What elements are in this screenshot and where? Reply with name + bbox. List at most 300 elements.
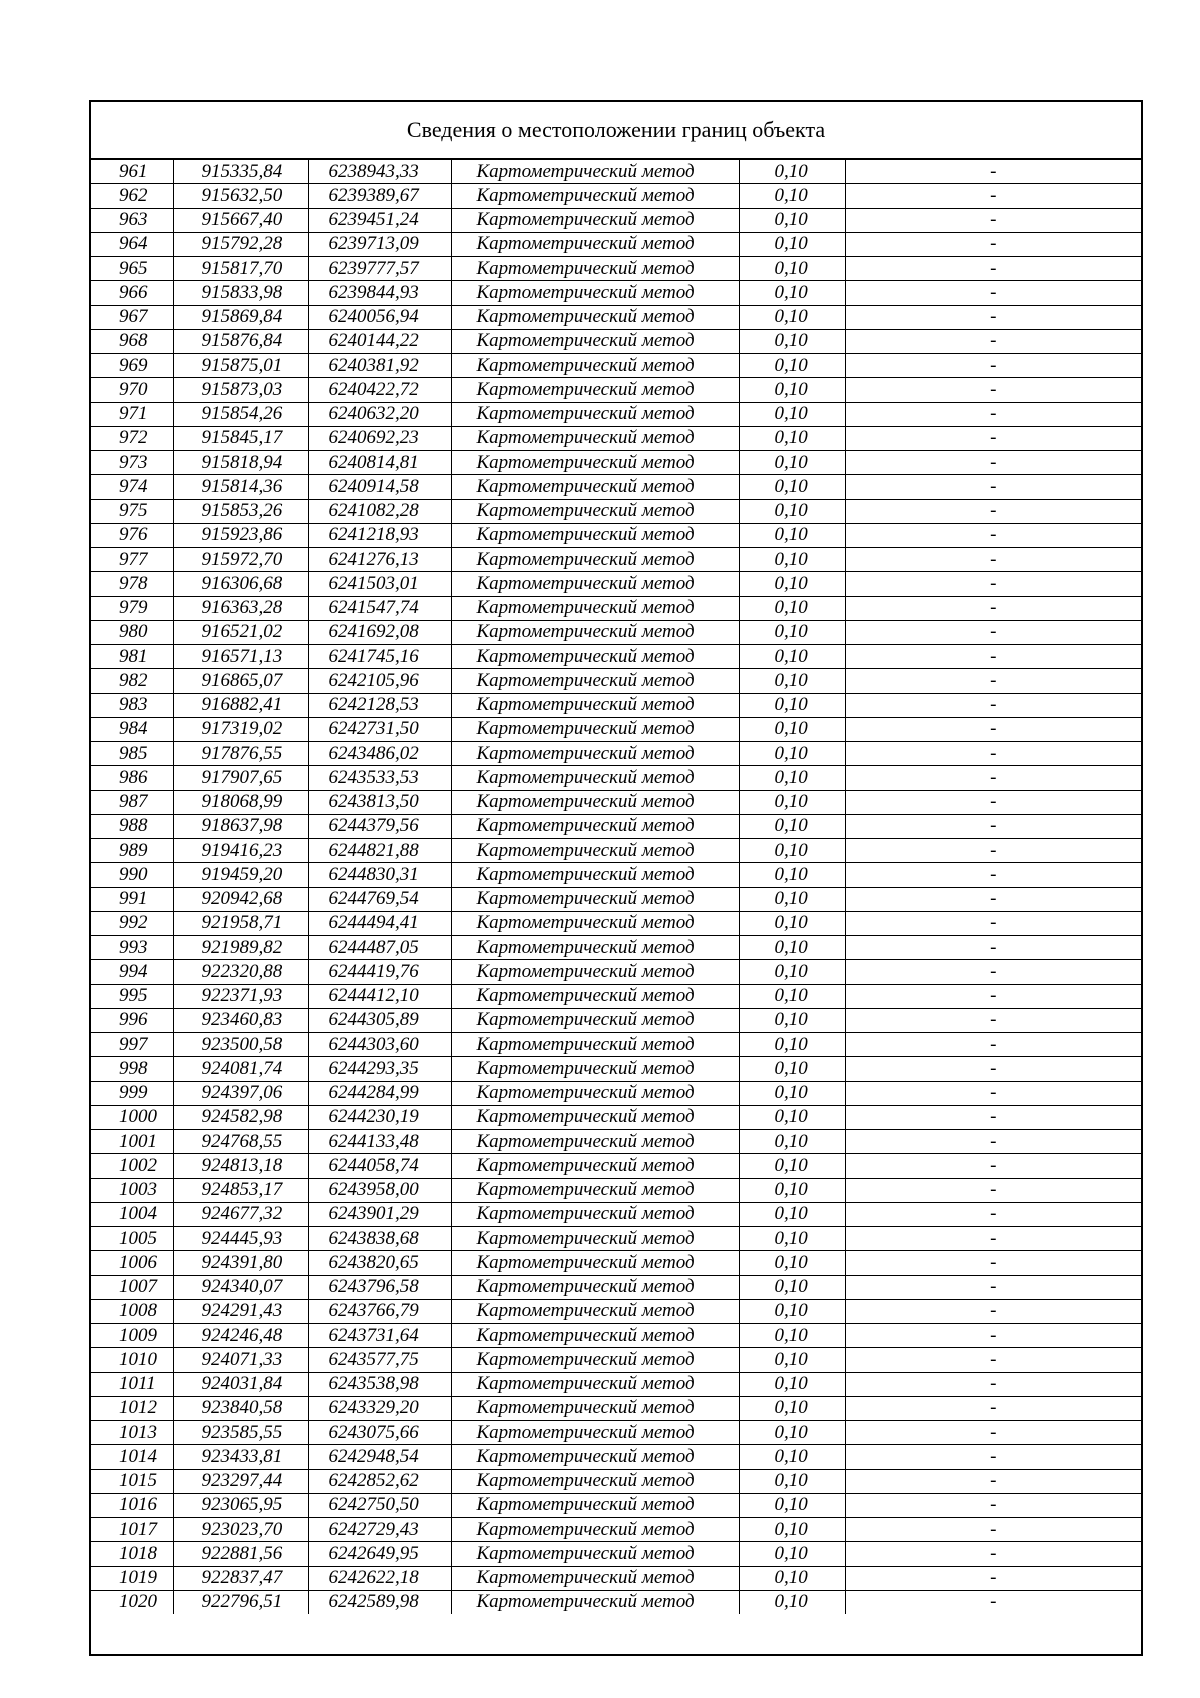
x-coordinate-cell: 916363,28	[173, 596, 308, 620]
description-cell: -	[845, 814, 1141, 838]
x-coordinate-cell: 915876,84	[173, 329, 308, 353]
point-number-cell: 1002	[91, 1154, 173, 1178]
point-number-cell: 981	[91, 645, 173, 669]
point-number-cell: 1010	[91, 1348, 173, 1372]
x-coordinate-cell: 915632,50	[173, 184, 308, 208]
y-coordinate-cell: 6240381,92	[308, 354, 451, 378]
x-coordinate-cell: 916306,68	[173, 572, 308, 596]
description-cell: -	[845, 523, 1141, 547]
x-coordinate-cell: 924291,43	[173, 1299, 308, 1323]
method-cell: Картометрический метод	[451, 451, 739, 475]
x-coordinate-cell: 916882,41	[173, 693, 308, 717]
x-coordinate-cell: 923460,83	[173, 1008, 308, 1032]
method-cell: Картометрический метод	[451, 1542, 739, 1566]
y-coordinate-cell: 6244487,05	[308, 936, 451, 960]
x-coordinate-cell: 915818,94	[173, 451, 308, 475]
x-coordinate-cell: 916571,13	[173, 645, 308, 669]
method-cell: Картометрический метод	[451, 426, 739, 450]
table-row	[91, 1493, 1141, 1517]
description-cell: -	[845, 1178, 1141, 1202]
method-cell: Картометрический метод	[451, 475, 739, 499]
method-cell: Картометрический метод	[451, 305, 739, 329]
accuracy-cell: 0,10	[739, 548, 845, 572]
y-coordinate-cell: 6240692,23	[308, 426, 451, 450]
point-number-cell: 1004	[91, 1202, 173, 1226]
description-cell: -	[845, 1251, 1141, 1275]
accuracy-cell: 0,10	[739, 402, 845, 426]
x-coordinate-cell: 924853,17	[173, 1178, 308, 1202]
accuracy-cell: 0,10	[739, 1178, 845, 1202]
point-number-cell: 964	[91, 232, 173, 256]
y-coordinate-cell: 6240632,20	[308, 402, 451, 426]
point-number-cell: 1001	[91, 1130, 173, 1154]
table-row	[91, 790, 1141, 814]
x-coordinate-cell: 924813,18	[173, 1154, 308, 1178]
table-row	[91, 499, 1141, 523]
method-cell: Картометрический метод	[451, 402, 739, 426]
y-coordinate-cell: 6241745,16	[308, 645, 451, 669]
point-number-cell: 965	[91, 257, 173, 281]
point-number-cell: 1006	[91, 1251, 173, 1275]
description-cell: -	[845, 1348, 1141, 1372]
description-cell: -	[845, 1008, 1141, 1032]
x-coordinate-cell: 917876,55	[173, 742, 308, 766]
method-cell: Картометрический метод	[451, 378, 739, 402]
method-cell: Картометрический метод	[451, 790, 739, 814]
accuracy-cell: 0,10	[739, 329, 845, 353]
y-coordinate-cell: 6243958,00	[308, 1178, 451, 1202]
method-cell: Картометрический метод	[451, 523, 739, 547]
y-coordinate-cell: 6242729,43	[308, 1518, 451, 1542]
y-coordinate-cell: 6241276,13	[308, 548, 451, 572]
table-row	[91, 936, 1141, 960]
point-number-cell: 1019	[91, 1566, 173, 1590]
accuracy-cell: 0,10	[739, 184, 845, 208]
method-cell: Картометрический метод	[451, 208, 739, 232]
method-cell: Картометрический метод	[451, 1324, 739, 1348]
accuracy-cell: 0,10	[739, 1493, 845, 1517]
point-number-cell: 998	[91, 1057, 173, 1081]
point-number-cell: 999	[91, 1081, 173, 1105]
point-number-cell: 985	[91, 742, 173, 766]
method-cell: Картометрический метод	[451, 1008, 739, 1032]
point-number-cell: 1005	[91, 1227, 173, 1251]
y-coordinate-cell: 6239844,93	[308, 281, 451, 305]
description-cell: -	[845, 1590, 1141, 1614]
point-number-cell: 974	[91, 475, 173, 499]
accuracy-cell: 0,10	[739, 1033, 845, 1057]
x-coordinate-cell: 915873,03	[173, 378, 308, 402]
method-cell: Картометрический метод	[451, 329, 739, 353]
x-coordinate-cell: 922320,88	[173, 960, 308, 984]
description-cell: -	[845, 232, 1141, 256]
boundary-table-frame	[89, 100, 1143, 1656]
table-row	[91, 984, 1141, 1008]
table-row	[91, 1421, 1141, 1445]
x-coordinate-cell: 924582,98	[173, 1105, 308, 1129]
y-coordinate-cell: 6244305,89	[308, 1008, 451, 1032]
description-cell: -	[845, 572, 1141, 596]
accuracy-cell: 0,10	[739, 911, 845, 935]
point-number-cell: 1018	[91, 1542, 173, 1566]
description-cell: -	[845, 839, 1141, 863]
method-cell: Картометрический метод	[451, 814, 739, 838]
x-coordinate-cell: 920942,68	[173, 887, 308, 911]
point-number-cell: 983	[91, 693, 173, 717]
y-coordinate-cell: 6243486,02	[308, 742, 451, 766]
table-row	[91, 1566, 1141, 1590]
method-cell: Картометрический метод	[451, 499, 739, 523]
boundary-coordinates-table	[91, 160, 1141, 1614]
accuracy-cell: 0,10	[739, 1590, 845, 1614]
point-number-cell: 984	[91, 717, 173, 741]
description-cell: -	[845, 1033, 1141, 1057]
point-number-cell: 987	[91, 790, 173, 814]
x-coordinate-cell: 915814,36	[173, 475, 308, 499]
point-number-cell: 1016	[91, 1493, 173, 1517]
description-cell: -	[845, 475, 1141, 499]
x-coordinate-cell: 923433,81	[173, 1445, 308, 1469]
accuracy-cell: 0,10	[739, 281, 845, 305]
x-coordinate-cell: 915667,40	[173, 208, 308, 232]
method-cell: Картометрический метод	[451, 1105, 739, 1129]
method-cell: Картометрический метод	[451, 1421, 739, 1445]
y-coordinate-cell: 6241692,08	[308, 620, 451, 644]
point-number-cell: 1003	[91, 1178, 173, 1202]
point-number-cell: 980	[91, 620, 173, 644]
y-coordinate-cell: 6242105,96	[308, 669, 451, 693]
y-coordinate-cell: 6243820,65	[308, 1251, 451, 1275]
y-coordinate-cell: 6243766,79	[308, 1299, 451, 1323]
point-number-cell: 973	[91, 451, 173, 475]
y-coordinate-cell: 6242128,53	[308, 693, 451, 717]
table-row	[91, 378, 1141, 402]
description-cell: -	[845, 548, 1141, 572]
accuracy-cell: 0,10	[739, 1008, 845, 1032]
table-row	[91, 1469, 1141, 1493]
table-row	[91, 548, 1141, 572]
table-row	[91, 1299, 1141, 1323]
table-row	[91, 1324, 1141, 1348]
description-cell: -	[845, 1081, 1141, 1105]
table-row	[91, 1251, 1141, 1275]
method-cell: Картометрический метод	[451, 1372, 739, 1396]
description-cell: -	[845, 1299, 1141, 1323]
method-cell: Картометрический метод	[451, 887, 739, 911]
method-cell: Картометрический метод	[451, 281, 739, 305]
description-cell: -	[845, 354, 1141, 378]
accuracy-cell: 0,10	[739, 378, 845, 402]
y-coordinate-cell: 6243813,50	[308, 790, 451, 814]
point-number-cell: 976	[91, 523, 173, 547]
table-row	[91, 1275, 1141, 1299]
description-cell: -	[845, 669, 1141, 693]
y-coordinate-cell: 6240814,81	[308, 451, 451, 475]
y-coordinate-cell: 6243731,64	[308, 1324, 451, 1348]
accuracy-cell: 0,10	[739, 1227, 845, 1251]
accuracy-cell: 0,10	[739, 426, 845, 450]
y-coordinate-cell: 6244133,48	[308, 1130, 451, 1154]
method-cell: Картометрический метод	[451, 717, 739, 741]
accuracy-cell: 0,10	[739, 814, 845, 838]
table-body	[91, 160, 1141, 1614]
y-coordinate-cell: 6241082,28	[308, 499, 451, 523]
table-row	[91, 281, 1141, 305]
table-title: Сведения о местоположении границ объекта	[91, 102, 1141, 160]
x-coordinate-cell: 924445,93	[173, 1227, 308, 1251]
point-number-cell: 963	[91, 208, 173, 232]
table-row	[91, 1372, 1141, 1396]
description-cell: -	[845, 1202, 1141, 1226]
accuracy-cell: 0,10	[739, 742, 845, 766]
y-coordinate-cell: 6243577,75	[308, 1348, 451, 1372]
y-coordinate-cell: 6244379,56	[308, 814, 451, 838]
method-cell: Картометрический метод	[451, 596, 739, 620]
description-cell: -	[845, 984, 1141, 1008]
x-coordinate-cell: 915853,26	[173, 499, 308, 523]
accuracy-cell: 0,10	[739, 305, 845, 329]
method-cell: Картометрический метод	[451, 645, 739, 669]
point-number-cell: 970	[91, 378, 173, 402]
y-coordinate-cell: 6240144,22	[308, 329, 451, 353]
table-row	[91, 742, 1141, 766]
point-number-cell: 991	[91, 887, 173, 911]
table-row	[91, 208, 1141, 232]
accuracy-cell: 0,10	[739, 960, 845, 984]
method-cell: Картометрический метод	[451, 911, 739, 935]
accuracy-cell: 0,10	[739, 984, 845, 1008]
y-coordinate-cell: 6243533,53	[308, 766, 451, 790]
point-number-cell: 988	[91, 814, 173, 838]
table-row	[91, 669, 1141, 693]
y-coordinate-cell: 6244769,54	[308, 887, 451, 911]
point-number-cell: 993	[91, 936, 173, 960]
method-cell: Картометрический метод	[451, 1227, 739, 1251]
point-number-cell: 1020	[91, 1590, 173, 1614]
table-row	[91, 160, 1141, 184]
x-coordinate-cell: 915833,98	[173, 281, 308, 305]
point-number-cell: 978	[91, 572, 173, 596]
y-coordinate-cell: 6244284,99	[308, 1081, 451, 1105]
accuracy-cell: 0,10	[739, 1057, 845, 1081]
description-cell: -	[845, 1105, 1141, 1129]
accuracy-cell: 0,10	[739, 523, 845, 547]
point-number-cell: 1012	[91, 1396, 173, 1420]
point-number-cell: 989	[91, 839, 173, 863]
accuracy-cell: 0,10	[739, 1324, 845, 1348]
y-coordinate-cell: 6242622,18	[308, 1566, 451, 1590]
x-coordinate-cell: 917907,65	[173, 766, 308, 790]
description-cell: -	[845, 1227, 1141, 1251]
y-coordinate-cell: 6242948,54	[308, 1445, 451, 1469]
description-cell: -	[845, 1275, 1141, 1299]
x-coordinate-cell: 918637,98	[173, 814, 308, 838]
point-number-cell: 969	[91, 354, 173, 378]
table-row	[91, 305, 1141, 329]
x-coordinate-cell: 915335,84	[173, 160, 308, 184]
point-number-cell: 1014	[91, 1445, 173, 1469]
method-cell: Картометрический метод	[451, 742, 739, 766]
method-cell: Картометрический метод	[451, 1178, 739, 1202]
x-coordinate-cell: 919459,20	[173, 863, 308, 887]
table-row	[91, 596, 1141, 620]
accuracy-cell: 0,10	[739, 669, 845, 693]
table-row	[91, 354, 1141, 378]
accuracy-cell: 0,10	[739, 1081, 845, 1105]
description-cell: -	[845, 960, 1141, 984]
description-cell: -	[845, 645, 1141, 669]
table-row	[91, 402, 1141, 426]
point-number-cell: 996	[91, 1008, 173, 1032]
point-number-cell: 1017	[91, 1518, 173, 1542]
x-coordinate-cell: 924677,32	[173, 1202, 308, 1226]
table-row	[91, 1105, 1141, 1129]
table-row	[91, 960, 1141, 984]
x-coordinate-cell: 916865,07	[173, 669, 308, 693]
accuracy-cell: 0,10	[739, 1469, 845, 1493]
table-row	[91, 839, 1141, 863]
method-cell: Картометрический метод	[451, 936, 739, 960]
method-cell: Картометрический метод	[451, 1130, 739, 1154]
table-row	[91, 911, 1141, 935]
point-number-cell: 992	[91, 911, 173, 935]
x-coordinate-cell: 915869,84	[173, 305, 308, 329]
x-coordinate-cell: 922881,56	[173, 1542, 308, 1566]
accuracy-cell: 0,10	[739, 160, 845, 184]
x-coordinate-cell: 922837,47	[173, 1566, 308, 1590]
method-cell: Картометрический метод	[451, 160, 739, 184]
description-cell: -	[845, 1396, 1141, 1420]
x-coordinate-cell: 915817,70	[173, 257, 308, 281]
method-cell: Картометрический метод	[451, 1202, 739, 1226]
description-cell: -	[845, 766, 1141, 790]
method-cell: Картометрический метод	[451, 1081, 739, 1105]
description-cell: -	[845, 329, 1141, 353]
accuracy-cell: 0,10	[739, 232, 845, 256]
point-number-cell: 979	[91, 596, 173, 620]
y-coordinate-cell: 6243838,68	[308, 1227, 451, 1251]
accuracy-cell: 0,10	[739, 863, 845, 887]
point-number-cell: 982	[91, 669, 173, 693]
description-cell: -	[845, 596, 1141, 620]
table-row	[91, 232, 1141, 256]
method-cell: Картометрический метод	[451, 1469, 739, 1493]
y-coordinate-cell: 6242852,62	[308, 1469, 451, 1493]
y-coordinate-cell: 6242750,50	[308, 1493, 451, 1517]
table-row	[91, 1518, 1141, 1542]
x-coordinate-cell: 921958,71	[173, 911, 308, 935]
accuracy-cell: 0,10	[739, 451, 845, 475]
method-cell: Картометрический метод	[451, 1590, 739, 1614]
x-coordinate-cell: 922796,51	[173, 1590, 308, 1614]
y-coordinate-cell: 6241547,74	[308, 596, 451, 620]
table-row	[91, 1396, 1141, 1420]
point-number-cell: 1011	[91, 1372, 173, 1396]
point-number-cell: 975	[91, 499, 173, 523]
x-coordinate-cell: 921989,82	[173, 936, 308, 960]
description-cell: -	[845, 1372, 1141, 1396]
accuracy-cell: 0,10	[739, 499, 845, 523]
description-cell: -	[845, 1566, 1141, 1590]
table-row	[91, 257, 1141, 281]
description-cell: -	[845, 1469, 1141, 1493]
description-cell: -	[845, 742, 1141, 766]
method-cell: Картометрический метод	[451, 548, 739, 572]
method-cell: Картометрический метод	[451, 693, 739, 717]
table-row	[91, 766, 1141, 790]
description-cell: -	[845, 1493, 1141, 1517]
y-coordinate-cell: 6243329,20	[308, 1396, 451, 1420]
accuracy-cell: 0,10	[739, 1154, 845, 1178]
table-row	[91, 1227, 1141, 1251]
accuracy-cell: 0,10	[739, 1566, 845, 1590]
y-coordinate-cell: 6243901,29	[308, 1202, 451, 1226]
point-number-cell: 961	[91, 160, 173, 184]
table-row	[91, 1348, 1141, 1372]
table-row	[91, 329, 1141, 353]
y-coordinate-cell: 6242589,98	[308, 1590, 451, 1614]
description-cell: -	[845, 378, 1141, 402]
accuracy-cell: 0,10	[739, 1348, 845, 1372]
accuracy-cell: 0,10	[739, 1372, 845, 1396]
description-cell: -	[845, 693, 1141, 717]
x-coordinate-cell: 923023,70	[173, 1518, 308, 1542]
point-number-cell: 977	[91, 548, 173, 572]
description-cell: -	[845, 160, 1141, 184]
description-cell: -	[845, 184, 1141, 208]
method-cell: Картометрический метод	[451, 1445, 739, 1469]
method-cell: Картометрический метод	[451, 232, 739, 256]
method-cell: Картометрический метод	[451, 960, 739, 984]
point-number-cell: 986	[91, 766, 173, 790]
x-coordinate-cell: 918068,99	[173, 790, 308, 814]
table-row	[91, 451, 1141, 475]
description-cell: -	[845, 208, 1141, 232]
point-number-cell: 990	[91, 863, 173, 887]
table-row	[91, 1130, 1141, 1154]
method-cell: Картометрический метод	[451, 1493, 739, 1517]
point-number-cell: 971	[91, 402, 173, 426]
x-coordinate-cell: 923840,58	[173, 1396, 308, 1420]
table-row	[91, 1542, 1141, 1566]
point-number-cell: 997	[91, 1033, 173, 1057]
table-row	[91, 863, 1141, 887]
y-coordinate-cell: 6241218,93	[308, 523, 451, 547]
table-row	[91, 620, 1141, 644]
y-coordinate-cell: 6239713,09	[308, 232, 451, 256]
method-cell: Картометрический метод	[451, 1275, 739, 1299]
y-coordinate-cell: 6243075,66	[308, 1421, 451, 1445]
point-number-cell: 967	[91, 305, 173, 329]
y-coordinate-cell: 6244293,35	[308, 1057, 451, 1081]
method-cell: Картометрический метод	[451, 1154, 739, 1178]
method-cell: Картометрический метод	[451, 354, 739, 378]
x-coordinate-cell: 922371,93	[173, 984, 308, 1008]
method-cell: Картометрический метод	[451, 1396, 739, 1420]
accuracy-cell: 0,10	[739, 1421, 845, 1445]
description-cell: -	[845, 402, 1141, 426]
method-cell: Картометрический метод	[451, 1566, 739, 1590]
y-coordinate-cell: 6239451,24	[308, 208, 451, 232]
point-number-cell: 1008	[91, 1299, 173, 1323]
method-cell: Картометрический метод	[451, 620, 739, 644]
description-cell: -	[845, 790, 1141, 814]
description-cell: -	[845, 257, 1141, 281]
x-coordinate-cell: 924031,84	[173, 1372, 308, 1396]
table-row	[91, 1057, 1141, 1081]
accuracy-cell: 0,10	[739, 790, 845, 814]
table-row	[91, 523, 1141, 547]
